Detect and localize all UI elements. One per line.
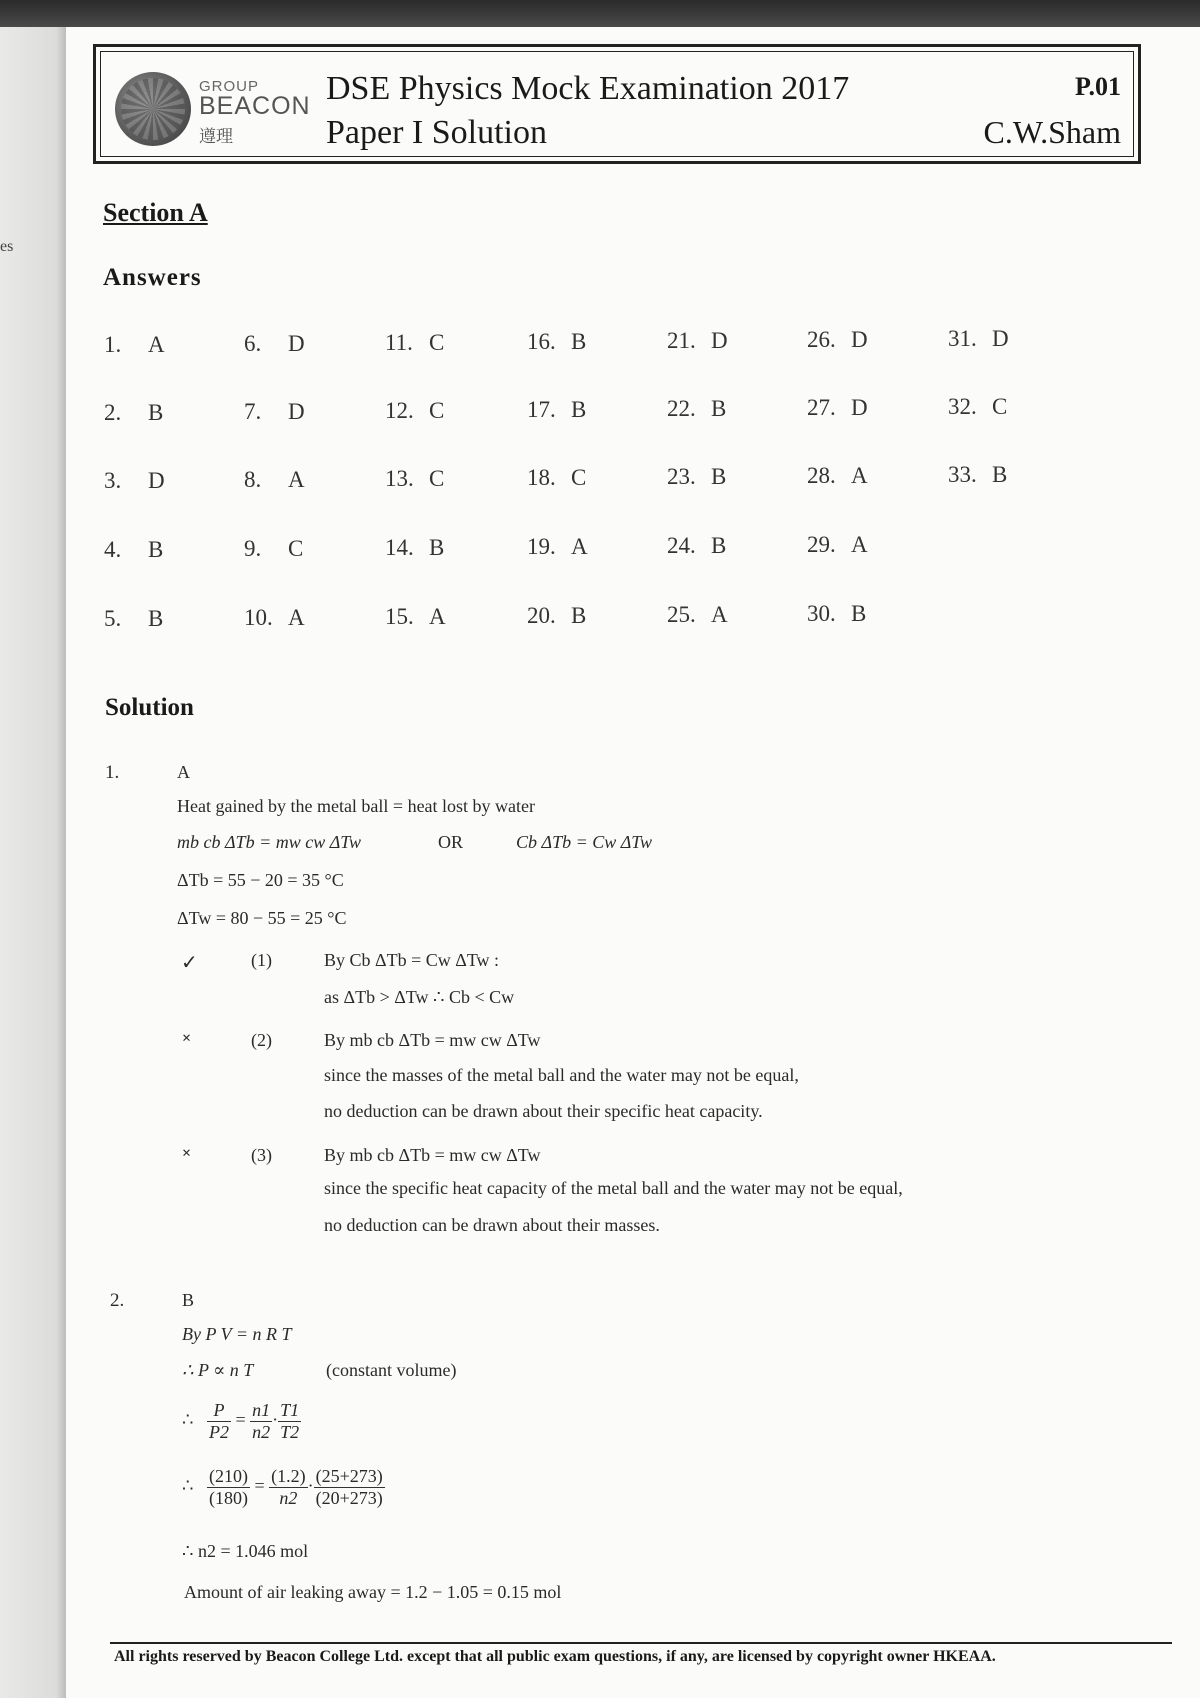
answer-letter: D xyxy=(711,328,728,353)
answer-item xyxy=(667,464,726,490)
answer-number: 18. xyxy=(527,465,556,490)
q2-ideal-gas-law: By P V = n R T xyxy=(182,1324,292,1344)
q2-ratio-equation: ∴ $\frac{P}{P2}$ = $\frac{n1}{n2}$ · $\frac{T1}{T2}$ xyxy=(182,1400,300,1442)
page-number: P.01 xyxy=(1075,72,1121,101)
q2-proportionality: ∴ P ∝ n T xyxy=(182,1360,254,1380)
answer-letter: A xyxy=(711,602,728,627)
answer-letter: D xyxy=(148,468,165,493)
answer-number: 30. xyxy=(807,601,836,626)
q1-item3-label: (3) xyxy=(251,1145,272,1165)
answer-number: 32. xyxy=(948,394,977,419)
answer-letter: B xyxy=(711,396,727,421)
q2-condition: (constant volume) xyxy=(326,1360,457,1380)
fraction: $\frac{n1}{n2}$ xyxy=(252,1400,271,1442)
q1-delta-tw: ΔTw = 80 − 55 = 25 °C xyxy=(177,908,347,928)
therefore-symbol: ∴ xyxy=(182,1475,194,1496)
section-heading: Section A xyxy=(103,198,208,227)
answer-number: 21. xyxy=(667,328,696,353)
q1-item2-line: By mb cb ΔTb = mw cw ΔTw xyxy=(324,1030,541,1050)
therefore-symbol: ∴ xyxy=(182,1409,194,1430)
answer-letter: C xyxy=(429,466,445,491)
q1-item1-line: By Cb ΔTb = Cw ΔTw : xyxy=(324,950,500,970)
logo-chinese-text: 遵理 xyxy=(199,127,233,147)
answer-item xyxy=(244,399,305,425)
q1-item3-line: no deduction can be drawn about their masses. xyxy=(324,1215,660,1235)
answer-number: 26. xyxy=(807,327,836,352)
answer-item xyxy=(667,533,726,559)
answer-item xyxy=(244,605,305,631)
exam-title: DSE Physics Mock Examination 2017 xyxy=(326,70,850,107)
q1-item3-cross-icon: × xyxy=(182,1145,192,1162)
answer-number: 24. xyxy=(667,533,696,558)
answer-number: 28. xyxy=(807,463,836,488)
answer-number: 11. xyxy=(385,330,413,355)
answer-letter: B xyxy=(148,606,164,631)
footer-divider xyxy=(110,1642,1172,1644)
answer-letter: B xyxy=(571,397,587,422)
q1-item1-line: as ΔTb > ΔTw ∴ Cb < Cw xyxy=(324,987,515,1007)
q1-equation: mb cb ΔTb = mw cw ΔTw xyxy=(177,832,361,852)
answer-letter: A xyxy=(571,534,588,559)
fraction: $\frac{T1}{T2}$ xyxy=(280,1400,300,1442)
answer-number: 16. xyxy=(527,329,556,354)
q1-answer: A xyxy=(177,762,190,782)
answer-letter: A xyxy=(288,605,305,630)
answer-item xyxy=(807,532,868,558)
answer-number: 1. xyxy=(104,332,122,357)
answer-item xyxy=(527,603,586,629)
answer-item xyxy=(948,326,1009,352)
answer-item xyxy=(948,394,1007,420)
answer-item xyxy=(807,463,868,489)
header-box xyxy=(93,44,1141,164)
q1-item2-cross-icon: × xyxy=(182,1030,192,1047)
answer-item xyxy=(667,396,726,422)
answer-letter: D xyxy=(992,326,1009,351)
answer-letter: C xyxy=(429,398,445,423)
q1-delta-tb: ΔTb = 55 − 20 = 35 °C xyxy=(177,870,344,890)
logo-name-text: BEACON xyxy=(199,92,311,120)
adjacent-page-fragment: es xyxy=(0,238,14,255)
q1-item2-line: no deduction can be drawn about their specific heat capacity. xyxy=(324,1101,763,1121)
answer-item xyxy=(104,468,165,494)
scan-top-edge xyxy=(0,0,1200,27)
answer-item xyxy=(385,604,446,630)
answer-item xyxy=(104,332,165,358)
q2-result: ∴ n2 = 1.046 mol xyxy=(182,1541,309,1561)
solution-heading: Solution xyxy=(105,694,194,721)
document-page xyxy=(66,27,1200,1698)
q1-number: 1. xyxy=(105,762,120,783)
answer-number: 23. xyxy=(667,464,696,489)
answer-item xyxy=(807,395,868,421)
answer-number: 13. xyxy=(385,466,414,491)
q1-equation-alt: Cb ΔTb = Cw ΔTw xyxy=(516,832,652,852)
answer-letter: D xyxy=(851,395,868,420)
answer-number: 15. xyxy=(385,604,414,629)
answer-letter: B xyxy=(571,329,587,354)
answer-letter: C xyxy=(571,465,587,490)
answer-number: 29. xyxy=(807,532,836,557)
answer-number: 3. xyxy=(104,468,122,493)
answer-letter: B xyxy=(429,535,445,560)
answer-number: 14. xyxy=(385,535,414,560)
answer-letter: B xyxy=(711,533,727,558)
answer-item xyxy=(244,536,303,562)
answer-number: 10. xyxy=(244,605,273,630)
answer-number: 4. xyxy=(104,537,122,562)
answer-item xyxy=(527,397,586,423)
answer-letter: C xyxy=(992,394,1008,419)
answer-item xyxy=(385,466,444,492)
answer-item xyxy=(385,330,444,356)
answer-letter: A xyxy=(851,532,868,557)
answer-item xyxy=(667,602,728,628)
answer-number: 22. xyxy=(667,396,696,421)
answer-letter: B xyxy=(851,601,867,626)
answer-number: 9. xyxy=(244,536,262,561)
answer-number: 31. xyxy=(948,326,977,351)
exam-subtitle: Paper I Solution xyxy=(326,114,547,151)
answer-number: 17. xyxy=(527,397,556,422)
header-inner-border xyxy=(100,51,1134,157)
beacon-logo-icon xyxy=(115,72,191,146)
answer-number: 5. xyxy=(104,606,122,631)
q1-or: OR xyxy=(438,832,464,852)
answer-letter: B xyxy=(148,537,164,562)
answer-letter: C xyxy=(288,536,304,561)
answer-item xyxy=(807,601,866,627)
answer-letter: A xyxy=(288,467,305,492)
answer-item xyxy=(104,400,163,426)
fraction: $\frac{P}{P2}$ xyxy=(208,1400,229,1442)
answer-item xyxy=(385,535,444,561)
answer-number: 6. xyxy=(244,331,262,356)
answer-letter: A xyxy=(148,332,165,357)
q1-item2-label: (2) xyxy=(251,1030,272,1050)
q1-item3-line: By mb cb ΔTb = mw cw ΔTw xyxy=(324,1145,541,1165)
answer-letter: B xyxy=(992,462,1008,487)
answer-item xyxy=(527,329,586,355)
q1-item3-line: since the specific heat capacity of the metal ball and the water may not be equal, xyxy=(324,1178,903,1198)
answer-number: 25. xyxy=(667,602,696,627)
answer-item xyxy=(104,537,163,563)
answer-number: 2. xyxy=(104,400,122,425)
scan-binding-shadow xyxy=(0,27,66,1698)
answer-number: 19. xyxy=(527,534,556,559)
answer-item xyxy=(385,398,444,424)
answer-item xyxy=(667,328,728,354)
answer-number: 8. xyxy=(244,467,262,492)
answer-number: 27. xyxy=(807,395,836,420)
answer-item xyxy=(527,465,586,491)
q2-number: 2. xyxy=(110,1290,125,1311)
answer-number: 33. xyxy=(948,462,977,487)
q1-heat-balance: Heat gained by the metal ball = heat lost by water xyxy=(177,796,536,816)
answer-letter: D xyxy=(288,399,305,424)
answer-number: 20. xyxy=(527,603,556,628)
answer-item xyxy=(104,606,163,632)
answers-heading: Answers xyxy=(103,264,202,291)
answer-letter: C xyxy=(429,330,445,355)
answer-letter: A xyxy=(851,463,868,488)
answer-letter: B xyxy=(711,464,727,489)
answer-number: 7. xyxy=(244,399,262,424)
fraction: $\frac{(25+273)}{(20+273)}$ xyxy=(315,1466,383,1508)
answer-item xyxy=(244,467,305,493)
q2-answer: B xyxy=(182,1290,195,1310)
q2-substitution: ∴ $\frac{(210)}{(180)}$ = $\frac{(1.2)}{n2}$ · $\frac{(25+273)}{(20+273)}$ xyxy=(182,1466,383,1508)
copyright-footer: All rights reserved by Beacon College Ltd. except that all public exam questions, if any, are licensed by copyright owner HKEAA. xyxy=(114,1648,996,1665)
author-name: C.W.Sham xyxy=(983,114,1121,150)
logo-group-text: GROUP xyxy=(199,78,260,95)
answer-letter: D xyxy=(288,331,305,356)
answer-letter: D xyxy=(851,327,868,352)
fraction: $\frac{(1.2)}{n2}$ xyxy=(271,1466,306,1508)
answer-number: 12. xyxy=(385,398,414,423)
q2-amount-leaked: Amount of air leaking away = 1.2 − 1.05 = 0.15 mol xyxy=(184,1582,562,1602)
q1-item2-line: since the masses of the metal ball and the water may not be equal, xyxy=(324,1065,799,1085)
q1-item1-label: (1) xyxy=(251,950,272,970)
answer-item xyxy=(527,534,588,560)
q1-item1-check-icon: ✓ xyxy=(181,952,198,974)
answer-letter: B xyxy=(148,400,164,425)
answer-letter: A xyxy=(429,604,446,629)
answer-item xyxy=(244,331,305,357)
answer-item xyxy=(807,327,868,353)
answer-item xyxy=(948,462,1007,488)
answer-letter: B xyxy=(571,603,587,628)
fraction: $\frac{(210)}{(180)}$ xyxy=(208,1466,248,1508)
